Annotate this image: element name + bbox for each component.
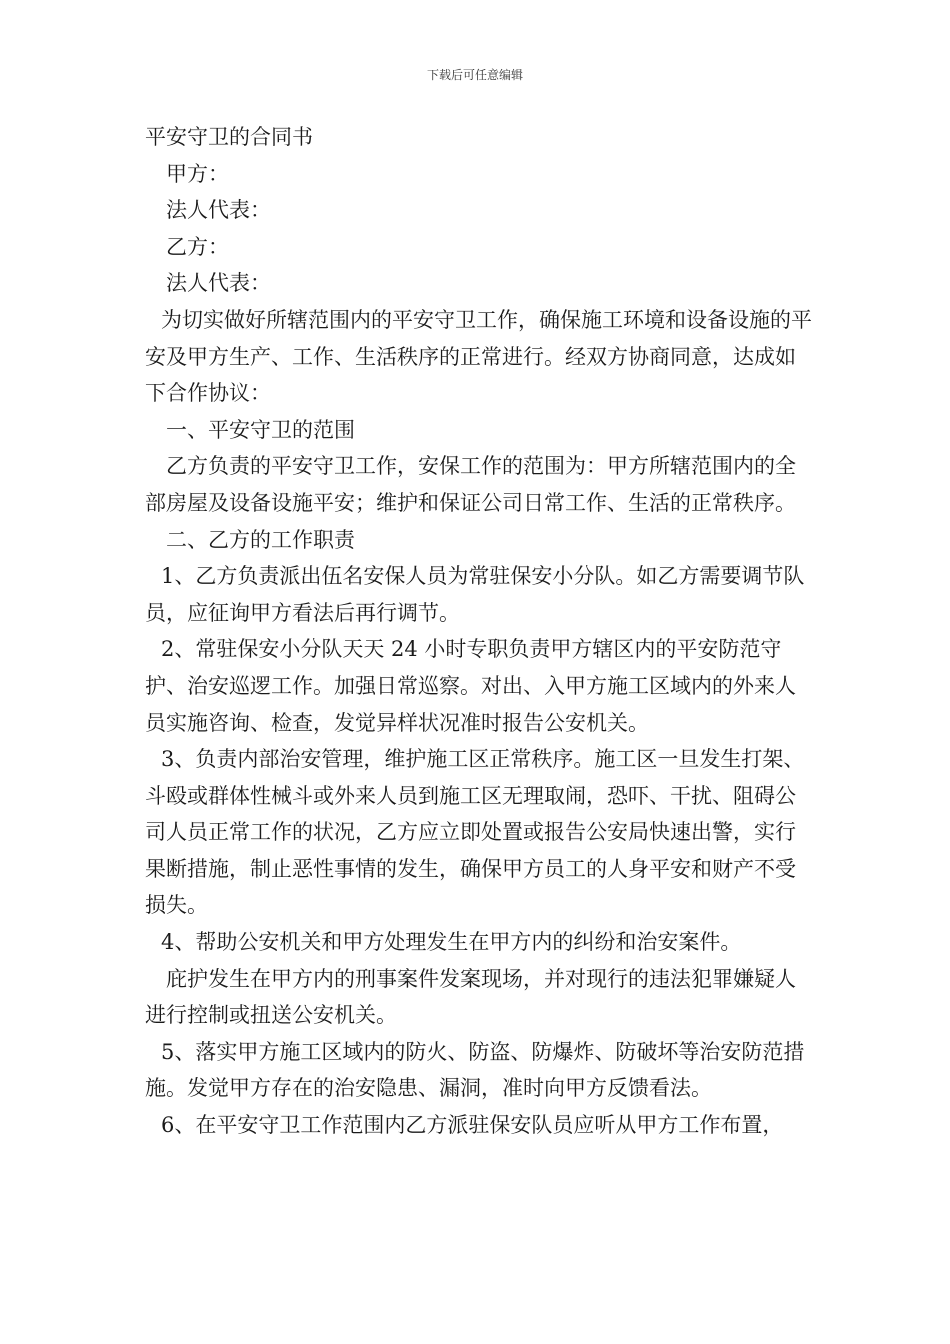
item-2-paragraph: 2、常驻保安小分队天天 24 小时专职负责甲方辖区内的平安防范守护、治安巡逻工作。加强日常巡察。对出、入甲方施工区域内的外来人员实施咨询、检查，发觉异样状况准时报告公安机关。	[145, 637, 796, 735]
item-5-paragraph: 5、落实甲方施工区域内的防火、防盗、防爆炸、防破坏等治安防范措施。发觉甲方存在的治安隐患、漏洞，准时向甲方反馈看法。	[145, 1039, 805, 1101]
section-1-paragraph: 乙方负责的平安守卫工作，安保工作的范围为：甲方所辖范围内的全部房屋及设备设施平安；维护和保证公司日常工作、生活的正常秩序。	[145, 454, 796, 515]
item-3-paragraph: 3、负责内部治安管理，维护施工区正常秩序。施工区一旦发生打架、斗殴或群体性械斗或外来人员到施工区无理取闹，恐吓、干扰、阻碍公司人员正常工作的状况，乙方应立即处置或报告公安局快速出警，实行果断措施，制止恶性事情的发生，确保甲方员工的人身平安和财产不受损失。	[145, 747, 805, 918]
section-2-title: 二、乙方的工作职责	[166, 527, 355, 552]
document-title: 平安守卫的合同书	[145, 125, 313, 149]
item-4-paragraph: 4、帮助公安机关和甲方处理发生在甲方内的纠纷和治安案件。	[161, 930, 742, 955]
party-a-line: 甲方：	[166, 161, 229, 186]
header-note: 下载后可任意编辑	[426, 68, 523, 82]
party-b-rep-line: 法人代表：	[166, 271, 271, 296]
item-6-paragraph: 6、在平安守卫工作范围内乙方派驻保安队员应听从甲方工作布置，	[161, 1113, 784, 1138]
item-1-paragraph: 1、乙方负责派出伍名安保人员为常驻保安小分队。如乙方需要调节队员，应征询甲方看法后再行调节。	[145, 564, 805, 625]
party-a-rep-line: 法人代表：	[166, 198, 271, 223]
intro-paragraph: 为切实做好所辖范围内的平安守卫工作，确保施工环境和设备设施的平安及甲方生产、工作、生活秩序的正常进行。经双方协商同意，达成如下合作协议：	[145, 307, 812, 406]
party-b-line: 乙方：	[166, 234, 229, 259]
item-4-continued: 庇护发生在甲方内的刑事案件发案现场，并对现行的违法犯罪嫌疑人进行控制或扭送公安机关。	[145, 966, 796, 1028]
section-1-title: 一、平安守卫的范围	[166, 417, 355, 442]
document-body	[145, 119, 813, 1144]
